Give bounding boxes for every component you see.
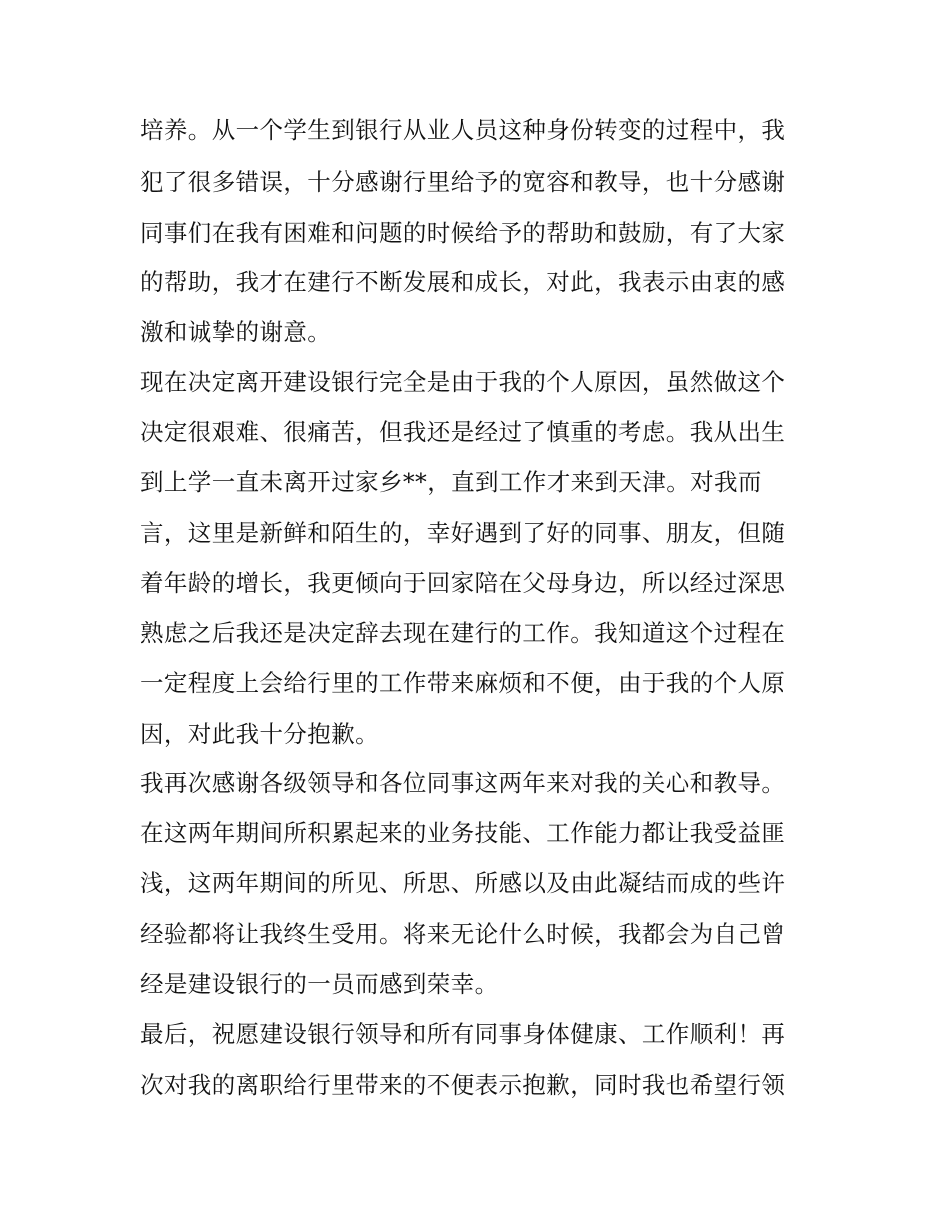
text-line: 激和诚挚的谢意。 — [140, 318, 332, 346]
text-line: 经验都将让我终生受用。将来无论什么时候，我都会为自己曾 — [140, 920, 786, 948]
text-line: 一定程度上会给行里的工作带来麻烦和不便，由于我的个人原 — [140, 669, 786, 697]
text-line: 我再次感谢各级领导和各位同事这两年来对我的关心和教导。 — [140, 769, 786, 797]
text-line: 经是建设银行的一员而感到荣幸。 — [140, 970, 499, 998]
text-line: 同事们在我有困难和问题的时候给予的帮助和鼓励，有了大家 — [140, 219, 786, 247]
text-line: 因，对此我十分抱歉。 — [140, 720, 379, 748]
text-line: 现在决定离开建设银行完全是由于我的个人原因，虽然做这个 — [140, 368, 786, 396]
text-line: 培养。从一个学生到银行从业人员这种身份转变的过程中，我 — [140, 116, 786, 144]
text-line: 言，这里是新鲜和陌生的，幸好遇到了好的同事、朋友，但随 — [140, 519, 786, 547]
text-line: 决定很艰难、很痛苦，但我还是经过了慎重的考虑。我从出生 — [140, 418, 786, 446]
text-line: 最后，祝愿建设银行领导和所有同事身体健康、工作顺利！再 — [140, 1020, 786, 1048]
text-line: 犯了很多错误，十分感谢行里给予的宽容和教导，也十分感谢 — [140, 168, 786, 196]
text-line: 在这两年期间所积累起来的业务技能、工作能力都让我受益匪 — [140, 819, 786, 847]
text-line: 的帮助，我才在建行不断发展和成长，对此，我表示由衷的感 — [140, 268, 786, 296]
text-line: 浅，这两年期间的所见、所思、所感以及由此凝结而成的些许 — [140, 869, 786, 897]
text-line: 着年龄的增长，我更倾向于回家陪在父母身边，所以经过深思 — [140, 569, 786, 597]
text-line: 到上学一直未离开过家乡**，直到工作才来到天津。对我而 — [140, 468, 762, 496]
text-line: 熟虑之后我还是决定辞去现在建行的工作。我知道这个过程在 — [140, 619, 786, 647]
text-line: 次对我的离职给行里带来的不便表示抱歉，同时我也希望行领 — [140, 1071, 786, 1099]
